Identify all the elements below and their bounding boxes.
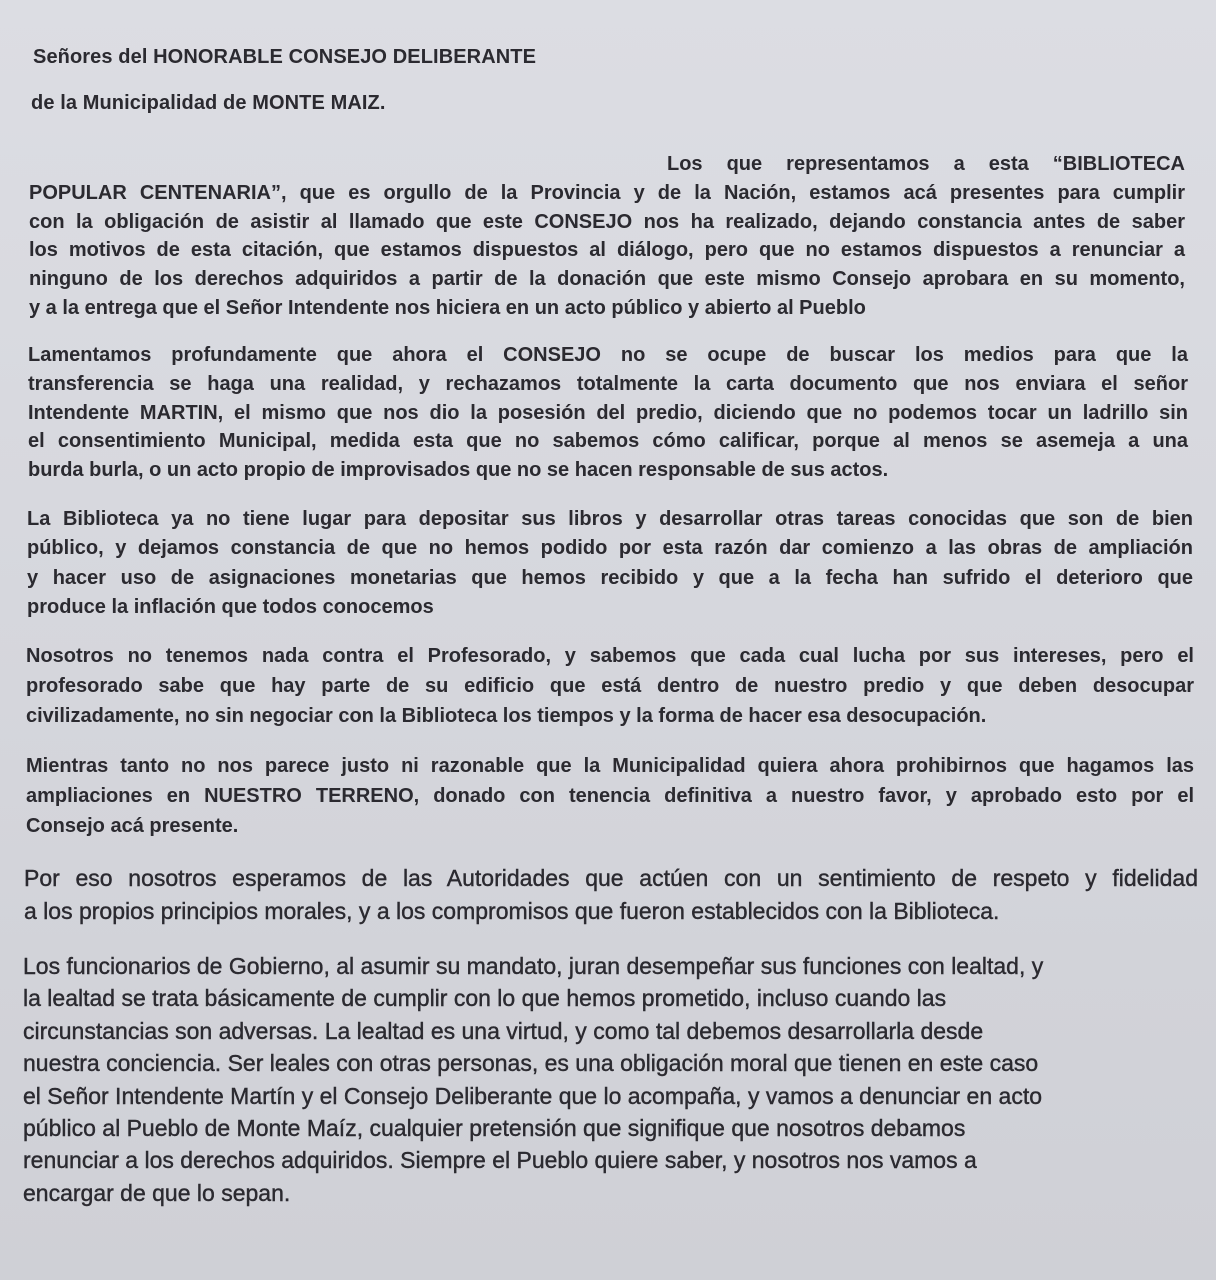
paragraph-line: ampliaciones en NUESTRO TERRENO, donado con tenencia definitiva a nuestro favor, y aprobado esto por el bbox=[26, 785, 1194, 807]
paragraph-line: Mientras tanto no nos parece justo ni razonable que la Municipalidad quiera ahora prohibirnos que hagamos las bbox=[26, 755, 1194, 777]
paragraph-line: civilizadamente, no sin negociar con la Biblioteca los tiempos y la forma de hacer esa desocupación. bbox=[26, 704, 987, 727]
paragraph-line: nuestra conciencia. Ser leales con otras personas, es una obligación moral que tienen en este caso bbox=[23, 1050, 1039, 1077]
paragraph-line: produce la inflación que todos conocemos bbox=[27, 595, 434, 618]
paragraph-line: Los que representamos a esta “BIBLIOTECA bbox=[667, 153, 1185, 175]
paragraph-line: a los propios principios morales, y a los compromisos que fueron establecidos con la Biblioteca. bbox=[24, 898, 1000, 924]
paragraph-line: La Biblioteca ya no tiene lugar para depositar sus libros y desarrollar otras tareas conocidas que son de bien bbox=[27, 508, 1193, 530]
salutation-line-1: Señores del HONORABLE CONSEJO DELIBERANTE bbox=[33, 46, 537, 68]
paragraph-line: el consentimiento Municipal, medida esta que no sabemos cómo calificar, porque al menos se asemeja a una bbox=[28, 430, 1188, 453]
paragraph-line: Los funcionarios de Gobierno, al asumir su mandato, juran desempeñar sus funciones con lealtad, y bbox=[23, 953, 1044, 979]
paragraph-2 bbox=[28, 341, 1188, 485]
paragraph-line: la lealtad se trata básicamente de cumplir con lo que hemos prometido, incluso cuando las bbox=[23, 985, 947, 1012]
paragraph-line: con la obligación de asistir al llamado que este CONSEJO nos ha realizado, dejando constancia antes de saber bbox=[29, 210, 1185, 233]
paragraph-line: Por eso nosotros esperamos de las Autoridades que actúen con un sentimiento de respeto y fidelidad bbox=[24, 865, 1198, 891]
paragraph-line: encargar de que lo sepan. bbox=[23, 1179, 291, 1206]
paragraph-line: los motivos de esta citación, que estamos dispuestos al diálogo, pero que no estamos dispuestos a renunciar a bbox=[29, 239, 1185, 262]
paragraph-line: y hacer uso de asignaciones monetarias que hemos recibido y que a la fecha han sufrido el deterioro que bbox=[27, 566, 1193, 589]
paragraph-line: renunciar a los derechos adquiridos. Siempre el Pueblo quiere saber, y nosotros nos vamos a bbox=[23, 1147, 977, 1174]
paragraph-line: circunstancias son adversas. La lealtad es una virtud, y como tal debemos desarrollarla desde bbox=[23, 1017, 984, 1044]
paragraph-line: Nosotros no tenemos nada contra el Profesorado, y sabemos que cada cual lucha por sus intereses, pero el bbox=[26, 645, 1194, 667]
paragraph-line: el Señor Intendente Martín y el Consejo Deliberante que lo acompaña, y vamos a denunciar en acto bbox=[23, 1082, 1043, 1109]
paragraph-6 bbox=[24, 862, 1198, 928]
paragraph-line: y a la entrega que el Señor Intendente nos hiciera en un acto público y abierto al Pueblo bbox=[29, 296, 866, 319]
paragraph-7 bbox=[23, 950, 1183, 1209]
paragraph-line: profesorado sabe que hay parte de su edificio que está dentro de nuestro predio y que deben desocupar bbox=[26, 674, 1194, 697]
paragraph-4 bbox=[26, 642, 1194, 731]
paragraph-line: Lamentamos profundamente que ahora el CONSEJO no se ocupe de buscar los medios para que la bbox=[28, 344, 1188, 366]
paragraph-line: burda burla, o un acto propio de improvisados que no se hacen responsable de sus actos. bbox=[28, 459, 889, 482]
paragraph-5 bbox=[26, 751, 1194, 841]
paragraph-line: Consejo acá presente. bbox=[26, 815, 239, 837]
paragraph-line: público, y dejamos constancia de que no hemos podido por esta razón dar comienzo a las obras de ampliación bbox=[27, 537, 1193, 560]
salutation-line-2: de la Municipalidad de MONTE MAIZ. bbox=[31, 92, 386, 114]
paragraph-line: POPULAR CENTENARIA”, que es orgullo de la Provincia y de la Nación, estamos acá presentes para cumplir bbox=[29, 181, 1185, 204]
paragraph-3 bbox=[27, 505, 1193, 622]
paragraph-line: transferencia se haga una realidad, y rechazamos totalmente la carta documento que nos enviara el señor bbox=[28, 372, 1188, 395]
paragraph-line: ninguno de los derechos adquiridos a partir de la donación que este mismo Consejo aprobara en su momento, bbox=[29, 268, 1185, 291]
paragraph-line: Intendente MARTIN, el mismo que nos dio la posesión del predio, diciendo que no podemos tocar un ladrillo sin bbox=[28, 401, 1188, 424]
paragraph-line: público al Pueblo de Monte Maíz, cualquier pretensión que signifique que nosotros debamos bbox=[23, 1115, 966, 1142]
paragraph-1 bbox=[29, 150, 1185, 323]
